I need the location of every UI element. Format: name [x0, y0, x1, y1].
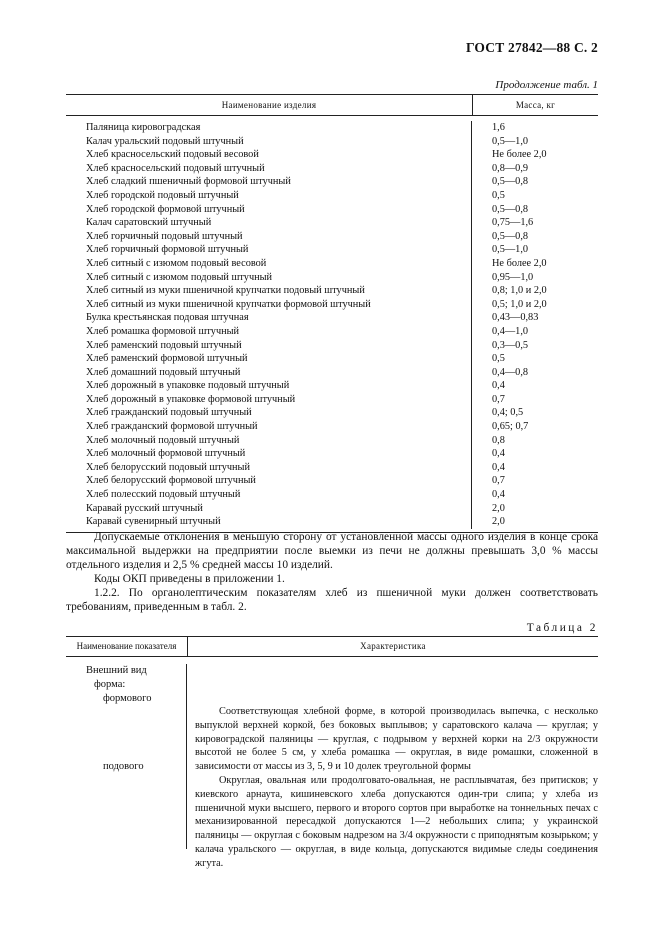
product-name-cell: Хлеб городской подовый штучный [86, 189, 239, 201]
mass-cell: 0,7 [492, 475, 505, 487]
indicator-formovoy: формового [103, 692, 152, 704]
mass-cell: 0,5 [492, 353, 505, 365]
mass-cell: 0,4 [492, 380, 505, 392]
mass-cell: 0,7 [492, 393, 505, 405]
page-header: ГОСТ 27842—88 С. 2 [465, 40, 598, 55]
product-name-cell: Хлеб полесский подовый штучный [86, 489, 241, 501]
description-formovoy: Соответствующая хлебной форме, в которой производилась выпечка, с несколько выпуклой верхней коркой, без боковых выплывов; у саратовского калача — круглая; у кировоградской паляницы — круглая, с подрывом у верхней корки на 2/3 окружности высотой не более 5 см, у хлеба ромашка — округлая, в виде ромашки, сложенной в зависимости от массы из 3, 5, 9 и 10 долек треугольной формы [195, 706, 598, 773]
mass-cell: 0,8; 1,0 и 2,0 [492, 285, 547, 297]
okp-codes-paragraph: Коды ОКП приведены в приложении 1. [94, 573, 285, 585]
indicator-podovoy: подового [103, 761, 144, 773]
mass-cell: Не более 2,0 [492, 149, 547, 161]
product-name-cell: Хлеб сладкий пшеничный формовой штучный [86, 176, 291, 188]
table-body [66, 657, 598, 871]
product-mass-table [66, 94, 598, 533]
mass-cell: 0,5—1,0 [492, 244, 529, 256]
mass-cell: 0,4 [492, 448, 505, 460]
product-name-cell: Хлеб горчичный подовый штучный [86, 230, 243, 242]
column-header-mass: Масса, кг [515, 100, 556, 110]
mass-cell: 0,75—1,6 [492, 217, 534, 229]
mass-cell: 2,0 [492, 516, 505, 528]
product-name-cell: Хлеб раменский подовый штучный [86, 339, 242, 351]
mass-cell: 0,4; 0,5 [492, 407, 524, 419]
table-continuation-label: Продолжение табл. 1 [495, 79, 598, 91]
product-name-cell: Хлеб раменский формовой штучный [86, 353, 248, 365]
description-podovoy: Округлая, овальная или продолговато-овальная, не расплывчатая, без притисков; у киевского арнаута, кишиневского хлеба допускаются один-три слипа; у хлеба из пшеничной муки высшего, первого и второго сортов при выработке на тоннельных печах с механизированной пересадкой допускаются 1—2 небольших слипа; у украинской паляницы — округлая с боковым надрезом на 3/4 окружности с приподнятым козырьком; у калача уральского — округлая, в виде кольца, допускаются видимые следы соединения жгута. [195, 774, 598, 869]
mass-cell: 0,5—1,0 [492, 135, 529, 147]
mass-cell: 0,8—0,9 [492, 162, 529, 174]
product-name-cell: Калач саратовский штучный [86, 217, 212, 229]
product-name-cell: Хлеб красносельский подовый штучный [86, 162, 265, 174]
mass-cell: 2,0 [492, 502, 505, 514]
mass-cell: 0,8 [492, 434, 505, 446]
characteristic-column [187, 664, 598, 871]
mass-cell: 0,5—0,8 [492, 230, 529, 242]
organoleptic-table [66, 636, 598, 871]
product-name-column [66, 121, 472, 529]
product-name-cell: Булка крестьянская подовая штучная [86, 312, 249, 324]
product-name-cell: Хлеб ситный из муки пшеничной крупчатки подовый штучный [86, 285, 365, 297]
column-header-product-name: Наименование изделия [66, 95, 473, 115]
product-name-cell: Паляница кировоградская [86, 122, 201, 133]
mass-cell: 0,4 [492, 489, 505, 501]
column-header-indicator: Наименование показателя [66, 637, 188, 656]
mass-column [472, 121, 598, 529]
product-name-cell: Хлеб ромашка формовой штучный [86, 325, 240, 337]
product-name-cell: Хлеб дорожный в упаковке подовый штучный [86, 380, 290, 392]
mass-cell: 1,6 [492, 122, 505, 133]
mass-cell: 0,5—0,8 [492, 203, 529, 215]
mass-cell: 0,4—1,0 [492, 325, 529, 337]
product-name-cell: Хлеб красносельский подовый весовой [86, 149, 259, 161]
product-name-cell: Хлеб горчичный формовой штучный [86, 244, 249, 256]
mass-cell: 0,43—0,83 [492, 312, 539, 324]
mass-cell: 0,5 [492, 189, 505, 201]
product-name-cell: Каравай русский штучный [86, 502, 203, 514]
table-body [66, 116, 598, 532]
product-name-cell: Калач уральский подовый штучный [86, 135, 244, 147]
table-header-row [66, 637, 598, 657]
mass-cell: Не более 2,0 [492, 257, 547, 269]
mass-cell: 0,3—0,5 [492, 339, 529, 351]
table-header-row [66, 95, 598, 116]
product-name-cell: Хлеб белорусский формовой штучный [86, 475, 256, 487]
deviation-paragraph: Допускаемые отклонения в меньшую сторону от установленной массы одного изделия в конце срока максимальной выдержки на предприятии после выемки из печи не должны превышать 3,0 % массы отдельного изделия и 2,5 % средней массы 10 изделий. [66, 531, 598, 571]
indicator-column [66, 664, 187, 849]
product-name-cell: Хлеб молочный формовой штучный [86, 448, 246, 460]
mass-cell: 0,5—0,8 [492, 176, 529, 188]
product-name-cell: Хлеб дорожный в упаковке формовой штучный [86, 393, 296, 405]
product-name-cell: Хлеб молочный подовый штучный [86, 434, 240, 446]
organoleptic-paragraph: 1.2.2. По органолептическим показателям хлеб из пшеничной муки должен соответствовать требованиям, приведенным в табл. 2. [66, 587, 598, 613]
product-name-cell: Хлеб ситный с изюмом подовый штучный [86, 271, 273, 283]
mass-cell: 0,4 [492, 461, 505, 473]
product-name-cell: Хлеб ситный из муки пшеничной крупчатки формовой штучный [86, 298, 371, 310]
product-name-cell: Хлеб ситный с изюмом подовый весовой [86, 257, 267, 269]
product-name-cell: Хлеб городской формовой штучный [86, 203, 245, 215]
product-name-cell: Хлеб домашний подовый штучный [86, 366, 241, 378]
indicator-shape: форма: [94, 678, 126, 690]
product-name-cell: Хлеб гражданский формовой штучный [86, 421, 258, 433]
product-name-cell: Хлеб гражданский подовый штучный [86, 407, 252, 419]
indicator-appearance: Внешний вид [86, 665, 147, 676]
column-header-characteristic: Характеристика [360, 641, 426, 651]
mass-cell: 0,4—0,8 [492, 366, 529, 378]
mass-cell: 0,5; 1,0 и 2,0 [492, 298, 547, 310]
table-2-label: Таблица 2 [526, 622, 598, 634]
product-name-cell: Хлеб белорусский подовый штучный [86, 461, 250, 473]
mass-cell: 0,95—1,0 [492, 271, 534, 283]
product-name-cell: Каравай сувенирный штучный [86, 516, 221, 528]
mass-cell: 0,65; 0,7 [492, 421, 529, 433]
